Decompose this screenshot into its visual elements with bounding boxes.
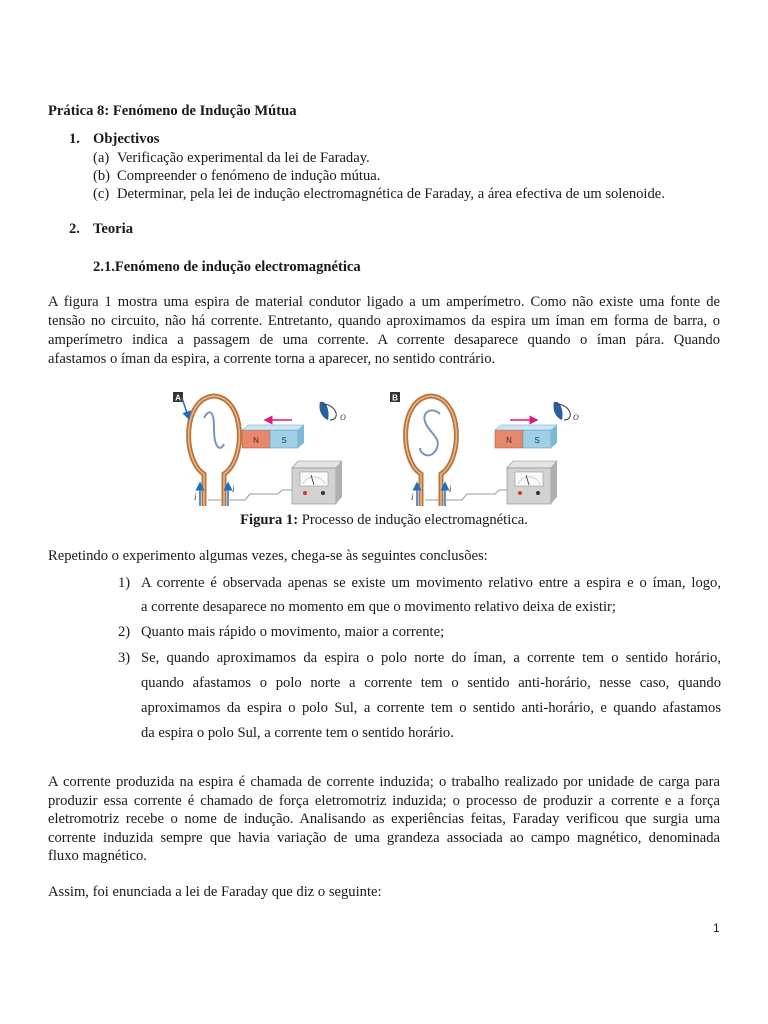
current-arrow-top-a bbox=[182, 398, 188, 416]
objective-b-marker: (b) bbox=[93, 168, 111, 184]
panel-b-label: B bbox=[392, 393, 398, 403]
observer-label-a: O bbox=[340, 413, 346, 422]
section1-heading: Objectivos bbox=[93, 131, 160, 147]
induction-figure bbox=[170, 388, 600, 510]
figure-caption bbox=[0, 512, 768, 529]
observer-eye-b bbox=[553, 402, 570, 420]
south-pole-label-b: S bbox=[534, 436, 540, 445]
intro-line-4: afastamos o íman da espira, a corrente torna a aparecer, no sentido contrário. bbox=[48, 351, 496, 367]
observer-eye-a bbox=[319, 402, 336, 420]
para2-line-2: produzir essa corrente é chamado de força eletromotriz induzida; o processo de produzir a corrente e a força bbox=[48, 793, 720, 809]
observer-label-b: O bbox=[573, 413, 579, 422]
para2-line-1: A corrente produzida na espira é chamada de corrente induzida; o trabalho realizado por unidade de carga para bbox=[48, 774, 720, 790]
page-number: 1 bbox=[713, 921, 720, 935]
ammeter-a bbox=[292, 461, 342, 504]
intro-line-2: tensão no circuito, não há corrente. Entretanto, quando aproximamos da espira um íman em forma de barra, o bbox=[48, 313, 720, 329]
conclusion-3-line-4: da espira o polo Sul, a corrente tem o sentido horário. bbox=[141, 725, 454, 741]
current-symbol-b1: i bbox=[411, 492, 414, 502]
intro-line-3: amperímetro indica a passagem de uma corrente. A corrente desaparece quando o íman pára. Quando bbox=[48, 332, 720, 348]
conclusions-intro: Repetindo o experimento algumas vezes, chega-se às seguintes conclusões: bbox=[48, 548, 488, 564]
panel-a bbox=[173, 392, 346, 506]
current-symbol-a2: i bbox=[232, 484, 235, 494]
wire-a bbox=[208, 490, 292, 500]
conclusion-1-line-1: A corrente é observada apenas se existe um movimento relativo entre a espira e o íman, logo, bbox=[141, 575, 721, 591]
section2-number: 2. bbox=[69, 221, 80, 237]
ammeter-b bbox=[507, 461, 557, 504]
panel-a-label: A bbox=[175, 393, 181, 403]
panel-b bbox=[390, 392, 579, 506]
conclusion-1-line-2: a corrente desaparece no momento em que o movimento relativo deixa de existir; bbox=[141, 599, 616, 615]
section2-heading: Teoria bbox=[93, 221, 133, 237]
objective-a-text: Verificação experimental da lei de Faraday. bbox=[117, 150, 370, 166]
objective-c-marker: (c) bbox=[93, 186, 110, 202]
section1-number: 1. bbox=[69, 131, 80, 147]
figure-caption-label: Figura 1: bbox=[240, 512, 299, 528]
current-symbol-a1: i bbox=[194, 492, 197, 502]
induced-current-path-a bbox=[204, 412, 224, 448]
conclusion-3-line-2: quando afastamos o polo norte a corrente tem o sentido anti-horário, nesse caso, quando bbox=[141, 675, 721, 691]
para3: Assim, foi enunciada a lei de Faraday que diz o seguinte: bbox=[48, 884, 382, 900]
conclusion-3-line-3: aproximamos da espira o polo Sul, a corrente tem o sentido anti-horário, e quando afastamos bbox=[141, 700, 721, 716]
conclusion-3-marker: 3) bbox=[118, 650, 131, 666]
induced-current-path-b bbox=[420, 410, 440, 455]
objective-a-marker: (a) bbox=[93, 150, 110, 166]
figure-caption-text: Processo de indução electromagnética. bbox=[298, 512, 528, 528]
conclusion-3-line-1: Se, quando aproximamos da espira o polo norte do íman, a corrente tem o sentido horário, bbox=[141, 650, 721, 666]
subsection-heading: 2.1.Fenómeno de indução electromagnética bbox=[93, 259, 361, 275]
north-pole-label-a: N bbox=[253, 436, 259, 445]
page-title: Prática 8: Fenómeno de Indução Mútua bbox=[48, 103, 297, 119]
para2-line-4: corrente induzida sempre que havia variação de uma grandeza associada ao campo magnético, denominada bbox=[48, 830, 720, 846]
conclusion-2-line-1: Quanto mais rápido o movimento, maior a corrente; bbox=[141, 624, 445, 640]
current-symbol-b2: i bbox=[449, 484, 452, 494]
objective-c-text: Determinar, pela lei de indução electromagnética de Faraday, a área efectiva de um solenoide. bbox=[117, 186, 665, 202]
wire-b bbox=[425, 490, 507, 500]
conclusion-2-marker: 2) bbox=[118, 624, 131, 640]
para2-line-5: fluxo magnético. bbox=[48, 848, 147, 864]
north-pole-label-b: N bbox=[506, 436, 512, 445]
para2-line-3: eletromotriz recebe o nome de indução. Analisando as experiências feitas, Faraday verificou que surgia uma bbox=[48, 811, 720, 827]
intro-line-1: A figura 1 mostra uma espira de material condutor ligado a um amperímetro. Como não existe uma fonte de bbox=[48, 294, 720, 310]
bar-magnet-a bbox=[242, 425, 304, 448]
south-pole-label-a: S bbox=[281, 436, 287, 445]
objective-b-text: Compreender o fenómeno de indução mútua. bbox=[117, 168, 381, 184]
bar-magnet-b bbox=[495, 425, 557, 448]
conclusion-1-marker: 1) bbox=[118, 575, 131, 591]
